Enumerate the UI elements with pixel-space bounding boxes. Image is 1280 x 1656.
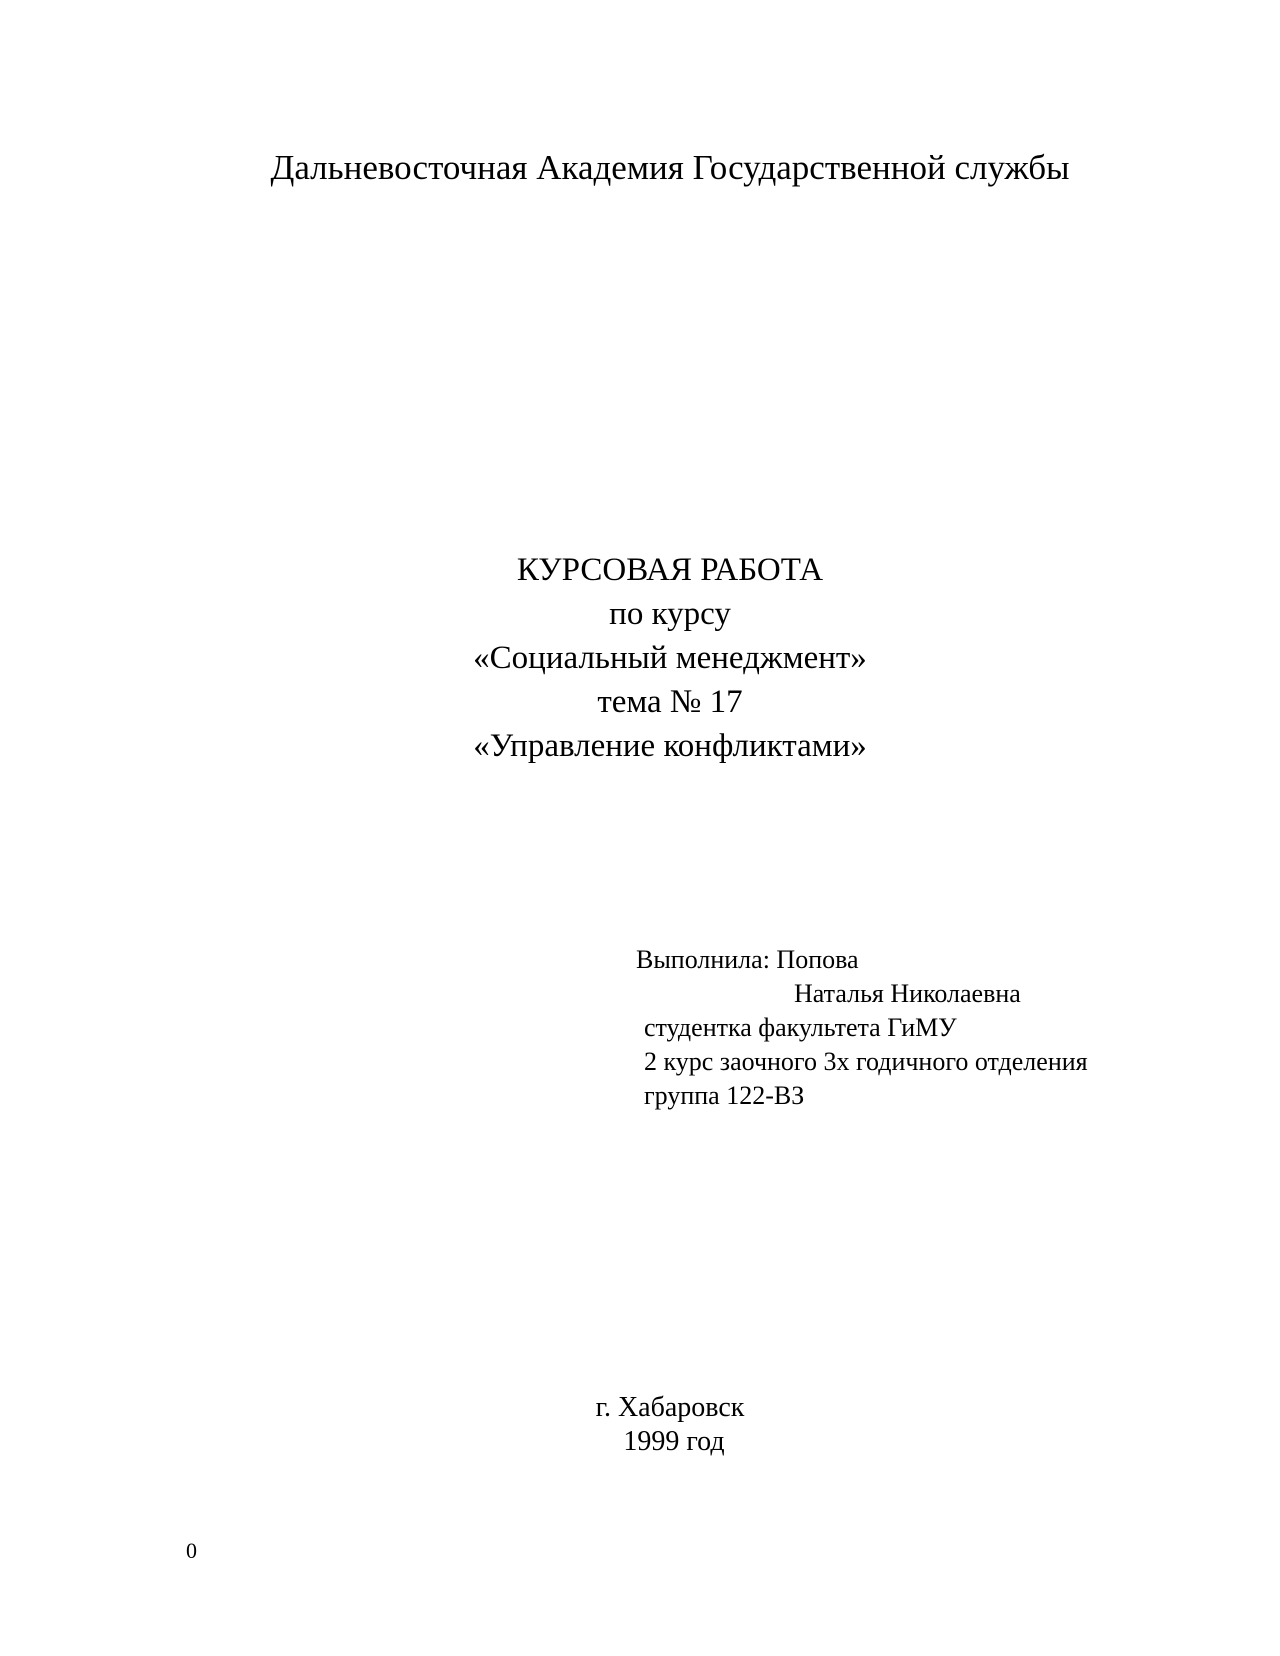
author-block xyxy=(636,943,1088,1113)
topic-number: тема № 17 xyxy=(597,684,743,720)
author-group: группа 122-ВЗ xyxy=(644,1081,805,1110)
author-name: Наталья Николаевна xyxy=(794,979,1021,1008)
author-faculty: студентка факультета ГиМУ xyxy=(644,1013,957,1042)
year: 1999 год xyxy=(623,1426,725,1457)
author-course: 2 курс заочного 3х годичного отделения xyxy=(644,1047,1088,1076)
place-block xyxy=(520,1391,820,1459)
course-prefix: по курсу xyxy=(609,596,731,632)
institution-name: Дальневосточная Академия Государственной службы xyxy=(270,148,1070,187)
performed-by: Выполнила: Попова xyxy=(636,945,859,974)
topic-name: «Управление конфликтами» xyxy=(473,728,867,764)
course-name: «Социальный менеджмент» xyxy=(473,640,867,676)
title-block xyxy=(0,548,1280,768)
page-number: 0 xyxy=(186,1538,197,1563)
work-type: КУРСОВАЯ РАБОТА xyxy=(516,552,824,588)
city: г. Хабаровск xyxy=(595,1392,745,1423)
